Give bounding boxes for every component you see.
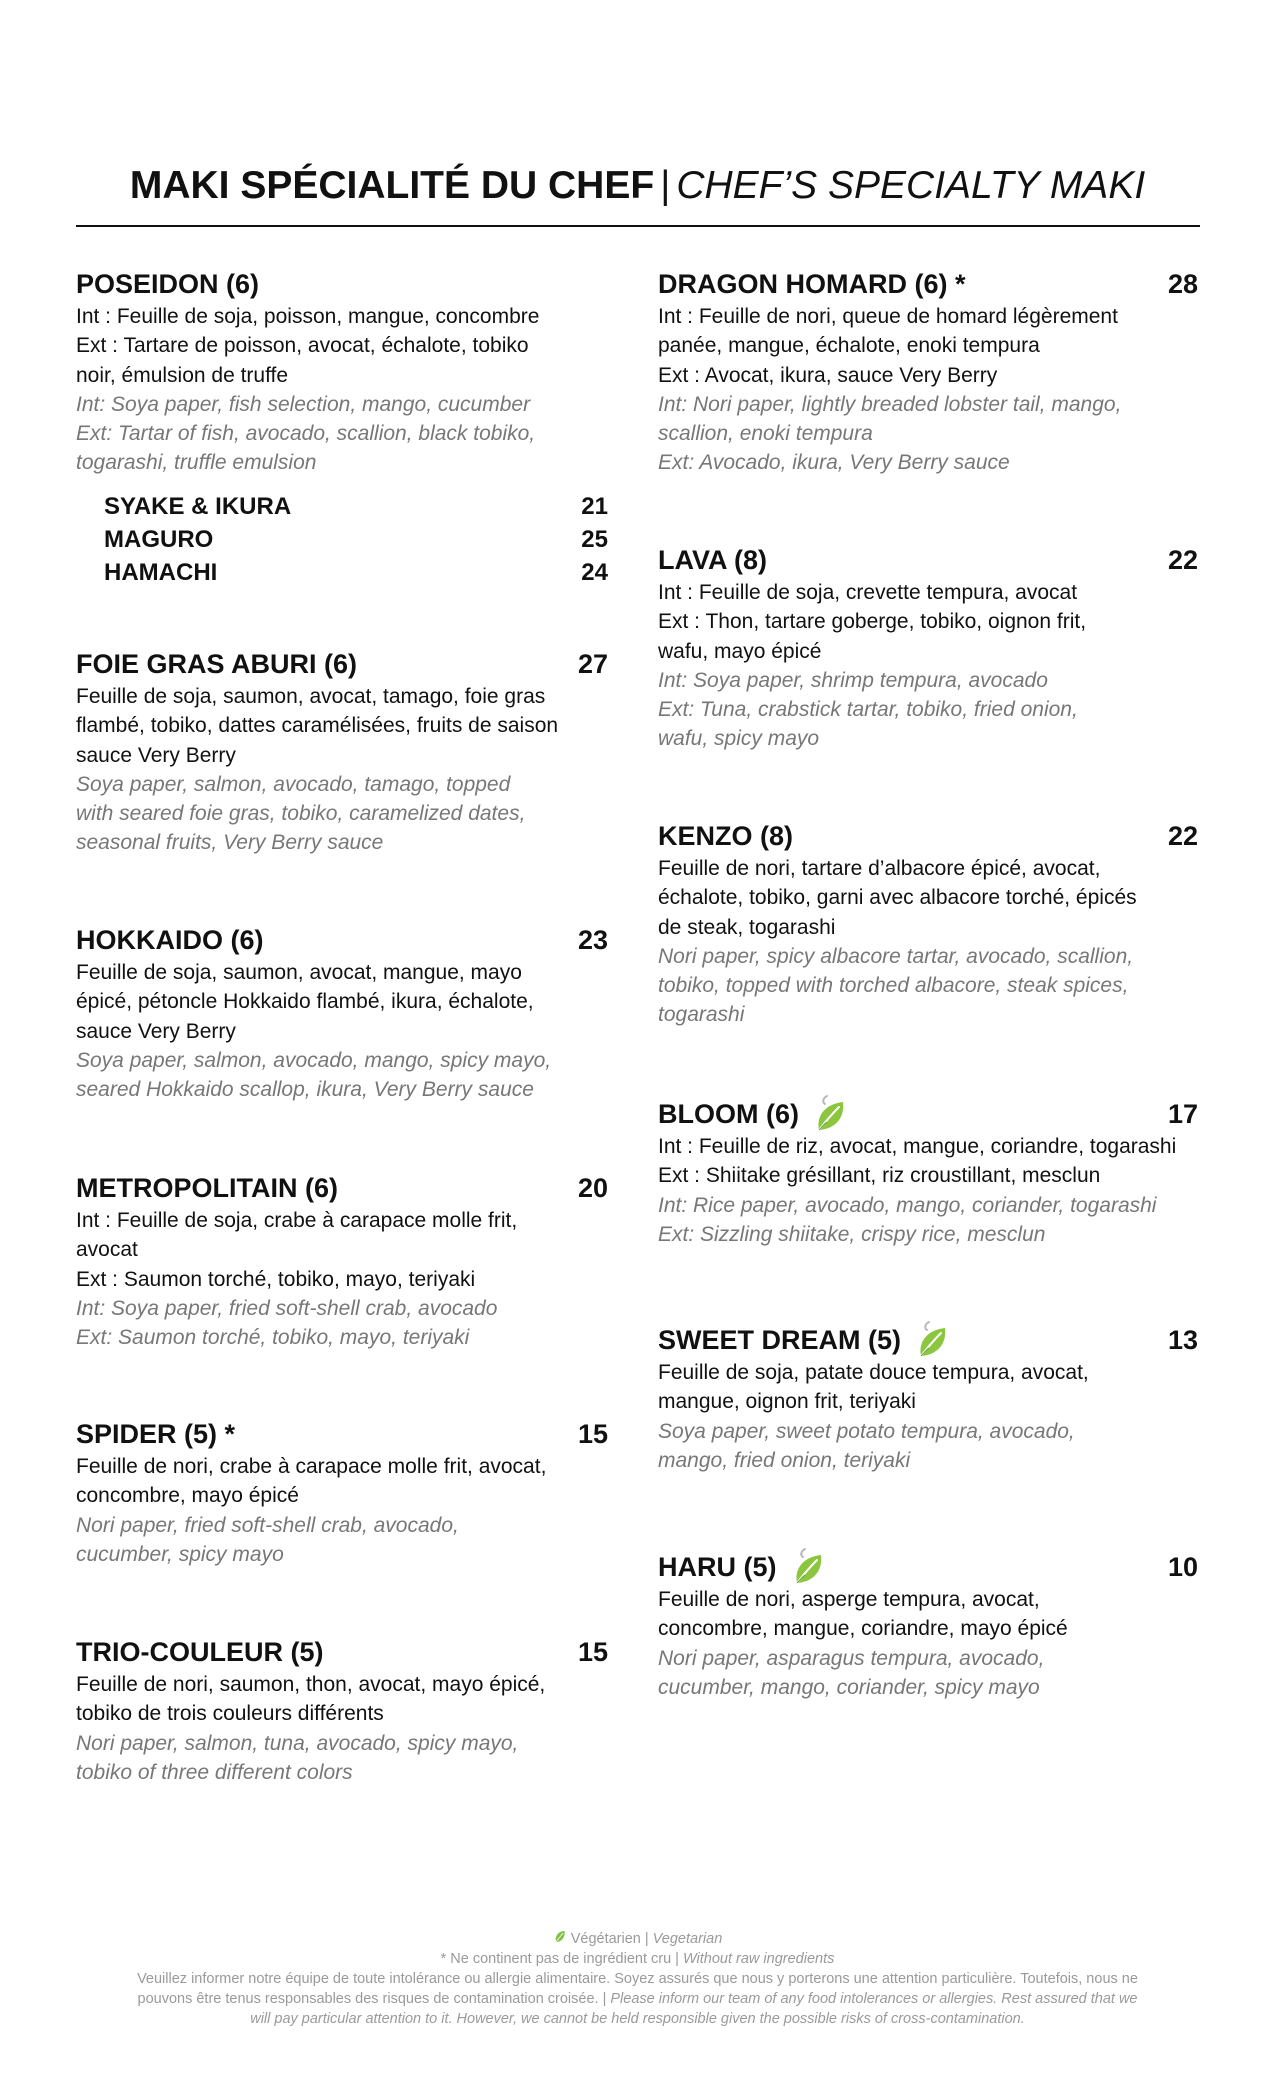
menu-item-header: [76, 922, 608, 958]
description-french-line: noir, émulsion de truffe: [76, 363, 289, 387]
description-english-line: Ext: Tuna, crabstick tartar, tobiko, fried onion,: [658, 698, 1078, 722]
menu-item-price: 27: [577, 649, 608, 679]
description-french: [658, 1585, 1198, 1644]
page-title: [0, 160, 1275, 212]
menu-item: [658, 1549, 1198, 1702]
menu-item-price: 13: [1167, 1325, 1198, 1355]
description-english-line: Int: Nori paper, lightly breaded lobster tail, mango,: [658, 392, 1122, 416]
menu-item-name: POSEIDON (6): [76, 269, 260, 299]
menu-item-header: [658, 818, 1198, 854]
menu-item-price: 15: [577, 1419, 608, 1449]
description-french-line: épicé, pétoncle Hokkaido flambé, ikura, échalote,: [76, 990, 534, 1014]
raw-label-fr: * Ne continent pas de ingrédient cru |: [440, 1951, 679, 1967]
description-french-line: Feuille de soja, patate douce tempura, avocat,: [658, 1361, 1089, 1384]
fish-options-list: [76, 490, 608, 589]
menu-item-name: METROPOLITAIN (6): [76, 1173, 338, 1203]
menu-item-header: [658, 542, 1198, 578]
allergy-line-3: will pay particular attention to it. However, we cannot be held responsible given the possible risks of cross-contamination.: [250, 2011, 1025, 2027]
description-french: [76, 958, 608, 1046]
menu-item-name-wrap: [76, 646, 357, 682]
description-english-line: Ext: Tartar of fish, avocado, scallion, black tobiko,: [76, 422, 536, 446]
description-english-line: cucumber, mango, coriander, spicy mayo: [658, 1675, 1040, 1699]
menu-item: [76, 646, 608, 858]
description-english: [658, 390, 1198, 478]
raw-legend: [60, 1949, 1215, 1969]
description-french-line: de steak, togarashi: [658, 915, 836, 939]
fish-option-name: SYAKE & IKURA: [104, 492, 292, 520]
menu-item-header: [658, 266, 1198, 302]
menu-item-price: 17: [1167, 1099, 1198, 1129]
description-english: [76, 390, 608, 478]
menu-item-price: 10: [1167, 1552, 1198, 1582]
description-english-line: Int: Rice paper, avocado, mango, coriander, togarashi: [658, 1193, 1157, 1217]
vegetarian-label-en: Vegetarian: [652, 1931, 723, 1947]
description-english-line: Nori paper, spicy albacore tartar, avocado, scallion,: [658, 944, 1134, 968]
description-french-line: Feuille de nori, tartare d’albacore épicé, avocat,: [658, 857, 1101, 880]
menu-item-header: [76, 266, 608, 302]
description-french-line: concombre, mangue, coriandre, mayo épicé: [658, 1617, 1068, 1641]
menu-item-header: [76, 646, 608, 682]
description-english: [658, 666, 1198, 754]
description-french: [658, 302, 1198, 390]
description-english-line: Soya paper, salmon, avocado, mango, spicy mayo,: [76, 1048, 552, 1072]
menu-item-name-wrap: [658, 1092, 849, 1136]
description-french-line: Ext : Shiitake grésillant, riz croustillant, mesclun: [658, 1164, 1101, 1188]
vegetarian-leaf-icon: [553, 1929, 567, 1945]
description-french-line: Feuille de nori, saumon, thon, avocat, mayo épicé,: [76, 1673, 546, 1696]
menu-item-name: FOIE GRAS ABURI (6): [76, 649, 358, 679]
menu-item-price: 15: [577, 1637, 608, 1667]
vegetarian-leaf-icon: [915, 1318, 951, 1362]
description-english-line: wafu, spicy mayo: [658, 727, 820, 751]
menu-item-header: [658, 1322, 1198, 1358]
menu-item: [658, 1322, 1198, 1475]
description-english-line: Int: Soya paper, fish selection, mango, cucumber: [76, 392, 531, 416]
menu-item-price: 20: [577, 1173, 608, 1203]
description-english-line: togarashi: [658, 1003, 745, 1027]
description-french-line: avocat: [76, 1238, 138, 1262]
description-french: [76, 682, 608, 770]
description-english: [76, 1729, 608, 1788]
description-english-line: Nori paper, salmon, tuna, avocado, spicy mayo,: [76, 1731, 519, 1755]
description-english: [76, 1511, 608, 1570]
description-french-line: Int : Feuille de riz, avocat, mangue, coriandre, togarashi: [658, 1135, 1177, 1158]
menu-item-price: 23: [577, 925, 608, 955]
description-english: [76, 1046, 608, 1105]
description-english: [658, 942, 1198, 1030]
menu-item: [658, 818, 1198, 1030]
allergy-line-2-en: Please inform our team of any food intolerances or allergies. Rest assured that we: [610, 1991, 1138, 2007]
description-french: [658, 1132, 1198, 1191]
description-french-line: Ext : Saumon torché, tobiko, mayo, teriyaki: [76, 1267, 476, 1291]
description-french-line: sauce Very Berry: [76, 1019, 236, 1043]
description-english-line: Nori paper, fried soft-shell crab, avocado,: [76, 1513, 459, 1537]
menu-item: [658, 1096, 1198, 1249]
description-french-line: Feuille de soja, saumon, avocat, tamago, foie gras: [76, 685, 546, 708]
fish-option: [104, 556, 608, 589]
description-english-line: Soya paper, sweet potato tempura, avocado,: [658, 1419, 1075, 1443]
menu-item-name-wrap: [658, 818, 793, 854]
menu-item: [76, 1634, 608, 1787]
fish-option-name: HAMACHI: [104, 558, 218, 586]
description-french: [76, 302, 608, 390]
description-english: [658, 1644, 1198, 1703]
menu-item-header: [658, 1549, 1198, 1585]
description-french: [76, 1206, 608, 1294]
description-french: [658, 1358, 1198, 1417]
menu-item: [658, 266, 1198, 478]
menu-item-name-wrap: [76, 1416, 235, 1452]
description-french-line: Int : Feuille de soja, crevette tempura, avocat: [658, 581, 1078, 604]
menu-item-name-wrap: [76, 1170, 338, 1206]
menu-item-name: SWEET DREAM (5): [658, 1325, 901, 1355]
menu-item-name-wrap: [658, 542, 767, 578]
description-english-line: Int: Soya paper, shrimp tempura, avocado: [658, 668, 1048, 692]
description-french-line: flambé, tobiko, dattes caramélisées, fruits de saison: [76, 714, 559, 738]
description-english-line: Int: Soya paper, fried soft-shell crab, avocado: [76, 1296, 498, 1320]
menu-item-name-wrap: [76, 922, 264, 958]
description-french-line: tobiko de trois couleurs différents: [76, 1702, 384, 1726]
menu-item: [658, 542, 1198, 754]
description-french-line: Ext : Avocat, ikura, sauce Very Berry: [658, 363, 998, 387]
description-french: [76, 1670, 608, 1729]
vegetarian-leaf-icon: [813, 1092, 849, 1136]
raw-label-en: Without raw ingredients: [682, 1951, 835, 1967]
description-french-line: panée, mangue, échalote, enoki tempura: [658, 334, 1040, 358]
description-french: [658, 578, 1198, 666]
menu-item-name: BLOOM (6): [658, 1099, 799, 1129]
title-separator: |: [660, 164, 671, 207]
menu-item: [76, 1170, 608, 1352]
description-french-line: wafu, mayo épicé: [658, 639, 822, 663]
description-english-line: Ext: Avocado, ikura, Very Berry sauce: [658, 451, 1010, 475]
menu-item-name: HOKKAIDO (6): [76, 925, 264, 955]
allergy-line-2: [60, 1989, 1215, 2009]
fish-option: [104, 523, 608, 556]
description-french-line: Ext : Thon, tartare goberge, tobiko, oignon frit,: [658, 610, 1087, 634]
title-english: CHEF’S SPECIALTY MAKI: [676, 164, 1146, 207]
allergy-line-2-fr: pouvons être tenus responsables des risques de contamination croisée. |: [137, 1991, 607, 2007]
menu-item-header: [76, 1416, 608, 1452]
fish-option-price: 24: [581, 558, 608, 586]
menu-item-name-wrap: [658, 1545, 827, 1589]
description-french-line: Int : Feuille de nori, queue de homard légèrement: [658, 305, 1118, 328]
description-english-line: tobiko of three different colors: [76, 1760, 353, 1784]
description-english-line: seared Hokkaido scallop, ikura, Very Berry sauce: [76, 1078, 534, 1102]
menu-item-name-wrap: [658, 266, 966, 302]
menu-item-name-wrap: [658, 1318, 951, 1362]
description-french: [658, 854, 1198, 942]
menu-item: [76, 266, 608, 589]
description-english: [658, 1417, 1198, 1476]
title-divider: [76, 225, 1200, 227]
allergy-line-1: Veuillez informer notre équipe de toute intolérance ou allergie alimentaire. Soyez assurés que nous y porterons une attention particulière. Toutefois, nous ne: [137, 1971, 1138, 1987]
menu-item-header: [658, 1096, 1198, 1132]
menu-item-name: DRAGON HOMARD (6) *: [658, 269, 966, 299]
menu-item-name: SPIDER (5) *: [76, 1419, 236, 1449]
description-english: [658, 1191, 1198, 1250]
description-french-line: Int : Feuille de soja, poisson, mangue, concombre: [76, 305, 540, 328]
menu-item-price: 22: [1167, 821, 1198, 851]
description-english-line: scallion, enoki tempura: [658, 422, 873, 446]
description-english-line: Ext: Saumon torché, tobiko, mayo, teriyaki: [76, 1326, 470, 1350]
description-english-line: Nori paper, asparagus tempura, avocado,: [658, 1646, 1045, 1670]
menu-item-name-wrap: [76, 266, 259, 302]
menu-item-name: TRIO-COULEUR (5): [76, 1637, 324, 1667]
description-english-line: cucumber, spicy mayo: [76, 1542, 284, 1566]
description-french-line: concombre, mayo épicé: [76, 1484, 299, 1508]
description-english-line: mango, fried onion, teriyaki: [658, 1448, 911, 1472]
fish-option: [104, 490, 608, 523]
description-french-line: mangue, oignon frit, teriyaki: [658, 1390, 916, 1414]
description-french-line: Int : Feuille de soja, crabe à carapace molle frit,: [76, 1209, 518, 1232]
description-french-line: sauce Very Berry: [76, 743, 236, 767]
menu-item-price: 28: [1167, 269, 1198, 299]
description-english-line: seasonal fruits, Very Berry sauce: [76, 831, 384, 855]
description-english: [76, 770, 608, 858]
fish-option-price: 25: [581, 525, 608, 553]
description-english-line: Ext: Sizzling shiitake, crispy rice, mesclun: [658, 1222, 1046, 1246]
description-english: [76, 1294, 608, 1353]
description-english-line: Soya paper, salmon, avocado, tamago, topped: [76, 772, 511, 796]
description-french-line: Feuille de soja, saumon, avocat, mangue, mayo: [76, 961, 522, 984]
menu-item: [76, 922, 608, 1104]
vegetarian-leaf-icon: [791, 1545, 827, 1589]
description-english-line: togarashi, truffle emulsion: [76, 451, 317, 475]
vegetarian-label-fr: Végétarien |: [570, 1931, 649, 1947]
menu-item-name: HARU (5): [658, 1552, 777, 1582]
menu-item-price: 22: [1167, 545, 1198, 575]
fish-option-price: 21: [581, 492, 608, 520]
menu-item-name-wrap: [76, 1634, 323, 1670]
title-french: MAKI SPÉCIALITÉ DU CHEF: [129, 164, 655, 207]
description-french-line: Feuille de nori, crabe à carapace molle frit, avocat,: [76, 1455, 547, 1478]
description-english-line: tobiko, topped with torched albacore, steak spices,: [658, 974, 1129, 998]
footer-notes: [60, 1929, 1215, 2029]
menu-item-header: [76, 1634, 608, 1670]
description-french-line: Ext : Tartare de poisson, avocat, échalote, tobiko: [76, 334, 529, 358]
menu-item-name: KENZO (8): [658, 821, 793, 851]
menu-item-header: [76, 1170, 608, 1206]
fish-option-name: MAGURO: [104, 525, 214, 553]
description-french: [76, 1452, 608, 1511]
menu-item-name: LAVA (8): [658, 545, 767, 575]
vegetarian-legend: [60, 1929, 1215, 1949]
description-french-line: échalote, tobiko, garni avec albacore torché, épicés: [658, 886, 1137, 910]
description-english-line: with seared foie gras, tobiko, caramelized dates,: [76, 802, 526, 826]
menu-item: [76, 1416, 608, 1569]
description-french-line: Feuille de nori, asperge tempura, avocat,: [658, 1588, 1040, 1611]
